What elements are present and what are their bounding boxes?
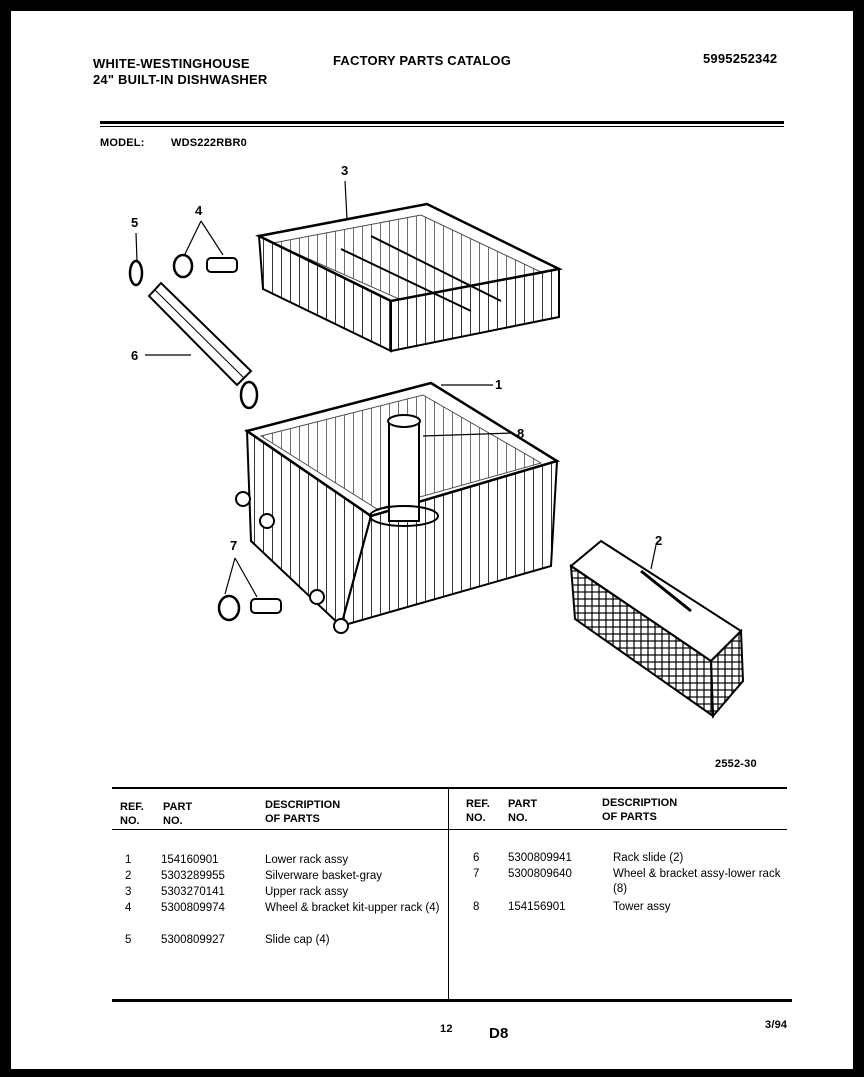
product-name: 24" BUILT-IN DISHWASHER (93, 72, 268, 87)
table-row-ref: 6 (473, 852, 480, 864)
catalog-title: FACTORY PARTS CATALOG (333, 53, 512, 68)
table-row-part: 154160901 (161, 854, 219, 866)
upper-rack (259, 204, 559, 351)
table-row-desc: Silverware basket-gray (265, 870, 382, 882)
callout-2: 2 (655, 533, 663, 548)
table-row-desc: Tower assy (613, 901, 671, 913)
callout-1: 1 (495, 377, 503, 392)
table-row-desc: Lower rack assy (265, 854, 349, 866)
slide-cap (130, 261, 142, 285)
table-row-desc: Wheel & bracket kit-upper rack (4) (265, 902, 440, 914)
figure-id: 2552-30 (715, 758, 757, 770)
table-row-part: 5300809941 (508, 852, 572, 864)
rack-slide (149, 283, 251, 385)
table-divider (448, 787, 449, 999)
lower-wheel-bracket (219, 596, 281, 620)
silverware-basket (571, 541, 743, 716)
table-header-rule (112, 829, 787, 830)
left-header-desc: DESCRIPTION OF PARTS (265, 799, 341, 825)
brand-name: WHITE-WESTINGHOUSE (93, 56, 250, 71)
left-header-ref: REF. NO. (120, 801, 144, 827)
right-header-part: PART NO. (508, 798, 538, 824)
table-row-ref: 7 (473, 868, 480, 880)
table-row-ref: 2 (125, 870, 132, 882)
table-row-ref: 4 (125, 902, 132, 914)
table-row-ref: 5 (125, 934, 132, 946)
callout-3: 3 (341, 163, 349, 178)
table-row-ref: 8 (473, 901, 480, 913)
table-bottom-rule (112, 999, 792, 1002)
issue-date: 3/94 (765, 1019, 788, 1031)
callout-7: 7 (230, 538, 238, 553)
callout-6: 6 (131, 348, 139, 363)
table-top-rule (112, 787, 787, 789)
table-row-part: 5303289955 (161, 870, 225, 882)
catalog-number: 5995252342 (703, 51, 778, 66)
callout-8: 8 (517, 426, 525, 441)
model-label: MODEL: (100, 137, 145, 149)
table-row-desc: Slide cap (4) (265, 934, 330, 946)
exploded-parts-diagram (11, 11, 853, 771)
table-row-part: 5300809974 (161, 902, 225, 914)
parts-catalog-page (11, 11, 853, 1069)
table-row-part: 5300809640 (508, 868, 572, 880)
left-header-part: PART NO. (163, 801, 193, 827)
table-row-desc: Wheel & bracket assy-lower rack (8) (613, 868, 781, 895)
page-number: 12 (440, 1023, 453, 1035)
table-row-ref: 3 (125, 886, 132, 898)
table-row-desc: Upper rack assy (265, 886, 349, 898)
right-header-ref: REF. NO. (466, 798, 490, 824)
model-number: WDS222RBR0 (171, 137, 247, 149)
table-row-desc: Rack slide (2) (613, 852, 684, 864)
table-row-part: 5303270141 (161, 886, 225, 898)
callout-5: 5 (131, 215, 139, 230)
table-row-ref: 1 (125, 854, 132, 866)
section-code: D8 (489, 1025, 509, 1042)
slide-end-cap (241, 382, 257, 408)
table-row-part: 5300809927 (161, 934, 225, 946)
right-header-desc: DESCRIPTION OF PARTS (602, 797, 678, 823)
table-row-part: 154156901 (508, 901, 566, 913)
callout-4: 4 (195, 203, 203, 218)
upper-wheel-bracket (174, 255, 237, 277)
